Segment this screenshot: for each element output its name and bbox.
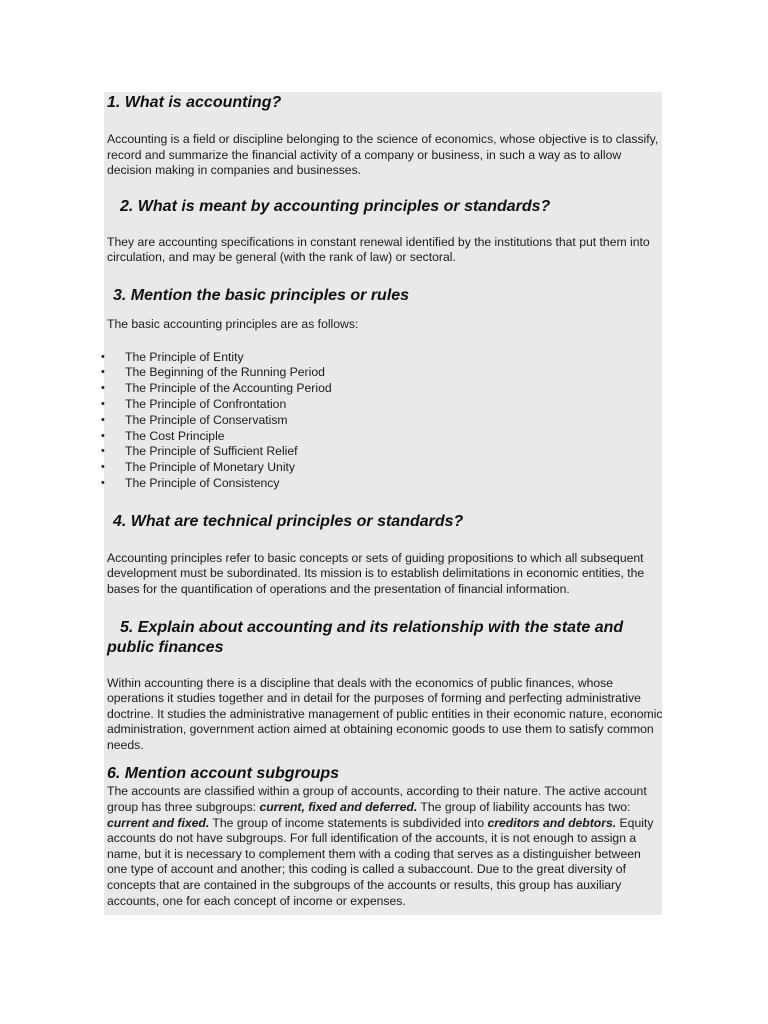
list-item: • The Beginning of the Running Period xyxy=(107,365,663,381)
document-content xyxy=(107,92,663,909)
list-item: • The Principle of Monetary Unity xyxy=(107,460,663,476)
section-6-text-3: The group of income statements is subdivided into xyxy=(209,815,488,830)
section-6-heading: 6. Mention account subgroups xyxy=(107,765,340,783)
list-item: • The Principle of Confrontation xyxy=(107,397,663,413)
list-item: • The Principle of Conservatism xyxy=(107,413,663,429)
section-6-text-2: The group of liability accounts has two: xyxy=(417,800,631,815)
section-5-heading-line-1: 5. Explain about accounting and its relationship with the state and xyxy=(120,618,624,636)
section-6-emphasis-3: creditors and debtors. xyxy=(487,815,617,830)
section-2-heading: 2. What is meant by accounting principles or standards? xyxy=(120,197,551,215)
section-6-text-4: Equity accounts do not have subgroups. For full identification of the accounts, it is not enough to assign a name, but it is necessary to complement them with a coding that serves as a distinguisher between one type of account and another; this coding is called a subaccount. Due to the great diversity of concepts that are contained in the subgroups of the accounts or results, this group has auxiliary accounts, one for each concept of income or expenses. xyxy=(107,815,654,908)
section-5-heading-line-2: public finances xyxy=(107,638,224,656)
section-5-body: Within accounting there is a discipline that deals with the economics of public finances, whose operations it studies together and in detail for the purposes of forming and perfecting administrative doctrine. It studies the administrative management of public entities in their economic nature, economic administration, government action aimed at obtaining economic goods to use them to satisfy common needs. xyxy=(107,675,663,752)
list-item: • The Cost Principle xyxy=(107,429,663,445)
section-4-heading: 4. What are technical principles or standards? xyxy=(113,512,464,530)
section-4-body: Accounting principles refer to basic concepts or sets of guiding propositions to which all subsequent development must be subordinated. Its mission is to establish delimitations in economic entities, the bases for the quantification of operations and the presentation of financial information. xyxy=(107,550,645,596)
list-item: • The Principle of Sufficient Relief xyxy=(107,444,663,460)
section-3-heading: 3. Mention the basic principles or rules xyxy=(113,286,410,304)
section-6-body xyxy=(107,784,663,909)
section-6-emphasis-1: current, fixed and deferred. xyxy=(259,800,418,815)
section-1-heading: 1. What is accounting? xyxy=(107,94,282,111)
section-5-heading xyxy=(107,618,663,658)
section-3-body: The basic accounting principles are as follows: xyxy=(107,316,359,331)
section-6-text-1: The accounts are classified within a group of accounts, according to their nature. The active account group has three subgroups: xyxy=(107,784,647,815)
principles-list xyxy=(107,350,663,492)
section-6-emphasis-2: current and fixed. xyxy=(107,815,210,830)
section-1-body: Accounting is a field or discipline belonging to the science of economics, whose objective is to classify, record and summarize the financial activity of a company or business, in such a way as to allow decision making in companies and businesses. xyxy=(107,132,659,178)
section-2-body: They are accounting specifications in constant renewal identified by the institutions that put them into circulation, and may be general (with the rank of law) or sectoral. xyxy=(107,234,650,265)
list-item: • The Principle of the Accounting Period xyxy=(107,381,663,397)
list-item: • The Principle of Entity xyxy=(107,350,663,366)
list-item: • The Principle of Consistency xyxy=(107,476,663,492)
